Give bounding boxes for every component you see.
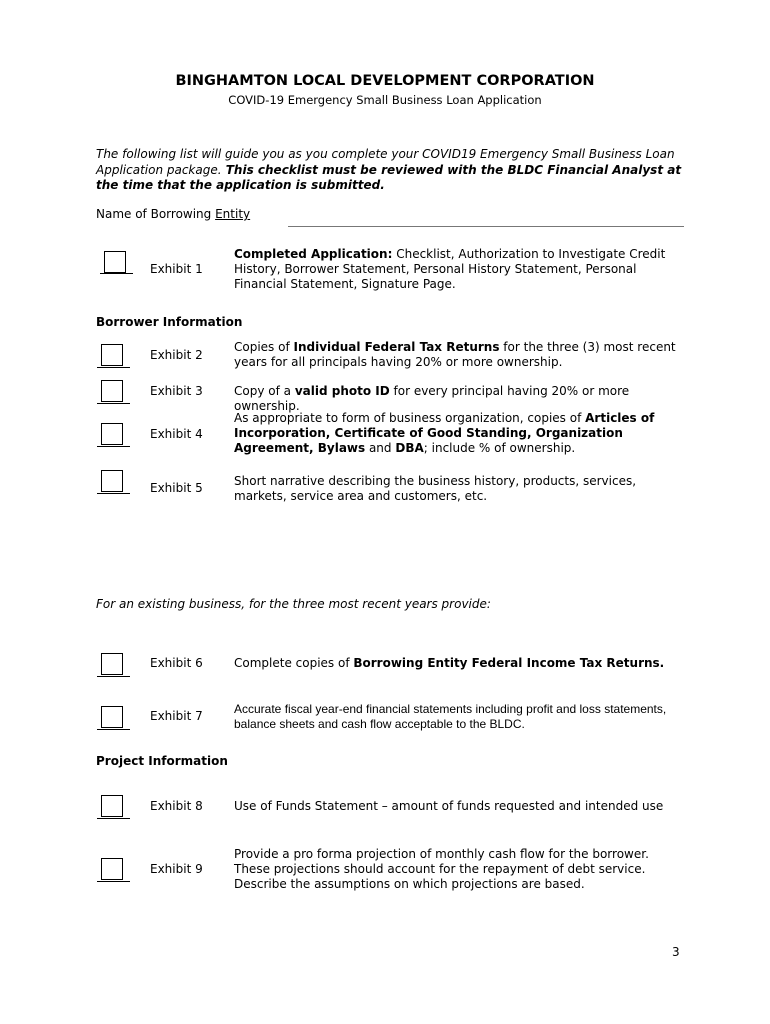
page-subtitle: COVID-19 Emergency Small Business Loan Application bbox=[228, 93, 542, 107]
exhibit-7-description: Accurate fiscal year-end financial statements including profit and loss statements, balance sheets and cash flow acceptable to the BLDC. bbox=[234, 702, 667, 731]
exhibit-9-description: Provide a pro forma projection of monthly cash flow for the borrower. These projections should account for the repayment of debt service. Describe the assumptions on which projections are based. bbox=[234, 847, 649, 891]
exhibit-4-description: As appropriate to form of business organization, copies of Articles of Incorporation, Certificate of Good Standing, Organization Agreement, Bylaws and DBA; include % of ownership. bbox=[234, 411, 655, 455]
exhibit-9-underline bbox=[97, 881, 130, 882]
exhibit-4-label: Exhibit 4 bbox=[150, 427, 203, 441]
exhibit-5-underline bbox=[97, 493, 130, 494]
exhibit-6-checkbox[interactable] bbox=[101, 653, 123, 675]
exhibit-9-label: Exhibit 9 bbox=[150, 862, 203, 876]
exhibit-9-checkbox[interactable] bbox=[101, 858, 123, 880]
borrower-information-heading: Borrower Information bbox=[96, 315, 243, 329]
exhibit-1-label: Exhibit 1 bbox=[150, 262, 203, 276]
exhibit-4-underline bbox=[97, 446, 130, 447]
exhibit-5-checkbox[interactable] bbox=[101, 470, 123, 492]
exhibit-7-label: Exhibit 7 bbox=[150, 709, 203, 723]
exhibit-8-checkbox[interactable] bbox=[101, 795, 123, 817]
exhibit-8-underline bbox=[97, 818, 130, 819]
entity-name-label: Name of Borrowing Entity bbox=[96, 207, 251, 221]
exhibit-8-label: Exhibit 8 bbox=[150, 799, 203, 813]
intro-paragraph: The following list will guide you as you complete your COVID19 Emergency Small Business Loan Application package. This checklist must be reviewed with the BLDC Financial Analyst at the time that the application is submitted. bbox=[96, 147, 682, 192]
exhibit-5-description: Short narrative describing the business history, products, services, markets, service area and customers, etc. bbox=[234, 474, 637, 503]
exhibit-2-checkbox[interactable] bbox=[101, 344, 123, 366]
exhibit-1-underline bbox=[100, 273, 133, 274]
exhibit-6-description: Complete copies of Borrowing Entity Federal Income Tax Returns. bbox=[234, 656, 665, 670]
exhibit-2-underline bbox=[97, 367, 130, 368]
exhibit-3-underline bbox=[97, 403, 130, 404]
exhibit-3-label: Exhibit 3 bbox=[150, 384, 203, 398]
page-title: BINGHAMTON LOCAL DEVELOPMENT CORPORATION bbox=[175, 73, 595, 89]
exhibit-5-label: Exhibit 5 bbox=[150, 481, 203, 495]
exhibit-2-description: Copies of Individual Federal Tax Returns for the three (3) most recent years for all principals having 20% or more ownership. bbox=[234, 340, 676, 369]
exhibit-7-checkbox[interactable] bbox=[101, 706, 123, 728]
exhibit-3-description: Copy of a valid photo ID for every principal having 20% or more ownership. bbox=[234, 384, 630, 413]
existing-business-heading: For an existing business, for the three most recent years provide: bbox=[96, 597, 491, 611]
exhibit-7-underline bbox=[97, 729, 130, 730]
exhibit-4-checkbox[interactable] bbox=[101, 423, 123, 445]
exhibit-1-checkbox[interactable] bbox=[104, 251, 126, 273]
exhibit-1-description: Completed Application: Checklist, Authorization to Investigate Credit History, Borrower Statement, Personal History Statement, Personal Financial Statement, Signature Page. bbox=[234, 247, 666, 291]
exhibit-2-label: Exhibit 2 bbox=[150, 348, 203, 362]
exhibit-6-label: Exhibit 6 bbox=[150, 656, 203, 670]
project-information-heading: Project Information bbox=[96, 754, 228, 768]
exhibit-6-underline bbox=[97, 676, 130, 677]
entity-name-field[interactable] bbox=[288, 226, 684, 227]
exhibit-8-description: Use of Funds Statement – amount of funds requested and intended use bbox=[234, 799, 664, 813]
page-number: 3 bbox=[672, 945, 680, 959]
exhibit-3-checkbox[interactable] bbox=[101, 380, 123, 402]
